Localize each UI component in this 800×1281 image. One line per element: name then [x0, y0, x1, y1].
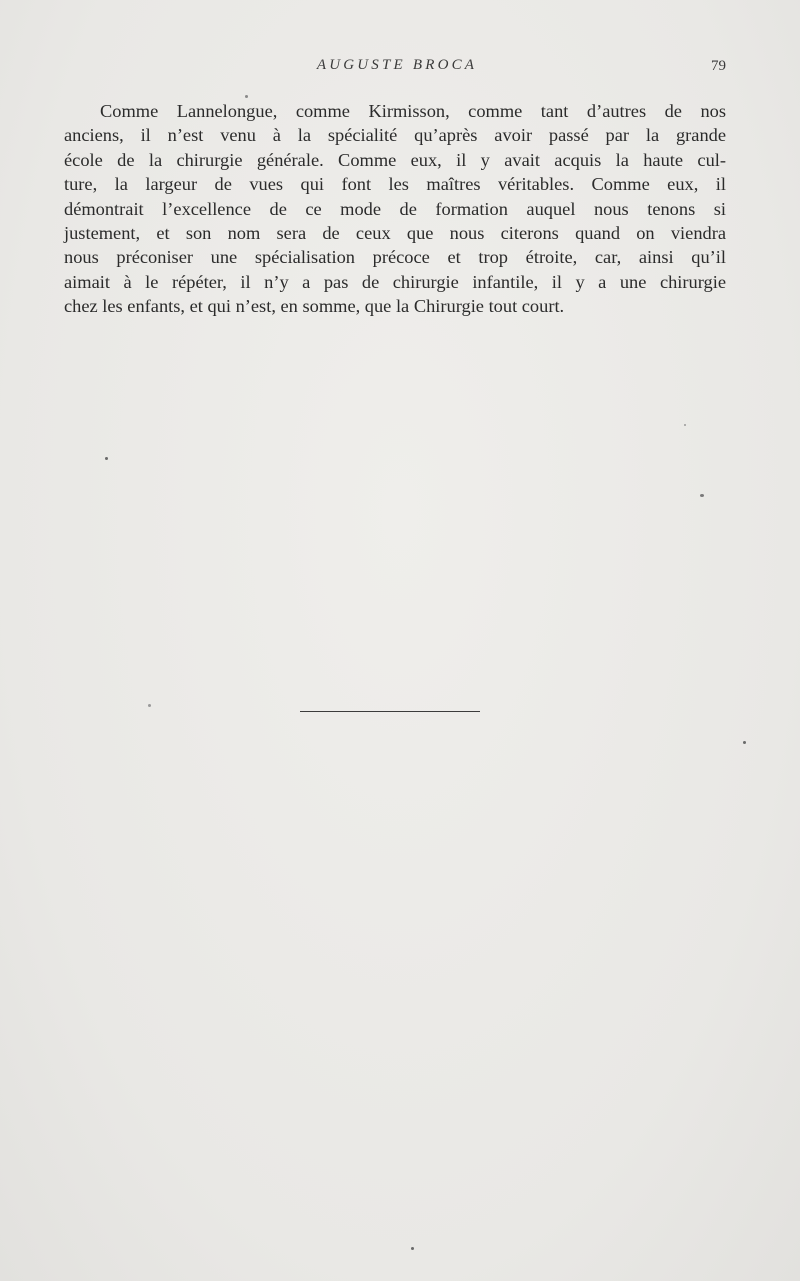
text-line: Comme Lannelongue, comme Kirmisson, comme tant d’autres de nos [100, 101, 726, 121]
paper-speck [105, 457, 108, 460]
paper-speck [684, 424, 686, 426]
paper-speck [245, 95, 248, 98]
text-line: nous préconiser une spécialisation précoce et trop étroite, car, ainsi qu’il [64, 247, 726, 268]
text-line: chez les enfants, et qui n’est, en somme, que la Chirurgie tout court. [64, 296, 565, 317]
text-line: anciens, il n’est venu à la spécialité qu’après avoir passé par la grande [64, 125, 726, 146]
text-line: ture, la largeur de vues qui font les maîtres véritables. Comme eux, il [64, 174, 726, 195]
body-paragraph [64, 99, 726, 319]
text-line: école de la chirurgie générale. Comme eux, il y avait acquis la haute cul- [64, 149, 726, 170]
paper-speck [411, 1247, 414, 1250]
text-line: justement, et son nom sera de ceux que nous citerons quand on viendra [64, 223, 726, 244]
page-number: 79 [711, 58, 726, 74]
text-line: aimait à le répéter, il n’y a pas de chirurgie infantile, il y a une chirurgie [64, 271, 726, 292]
running-head [0, 54, 800, 80]
paper-speck [743, 741, 746, 744]
section-end-rule [300, 711, 480, 712]
paper-speck [148, 704, 151, 707]
paper-speck [700, 494, 704, 497]
text-line: démontrait l’excellence de ce mode de formation auquel nous tenons si [64, 198, 726, 219]
running-title: AUGUSTE BROCA [316, 57, 478, 73]
